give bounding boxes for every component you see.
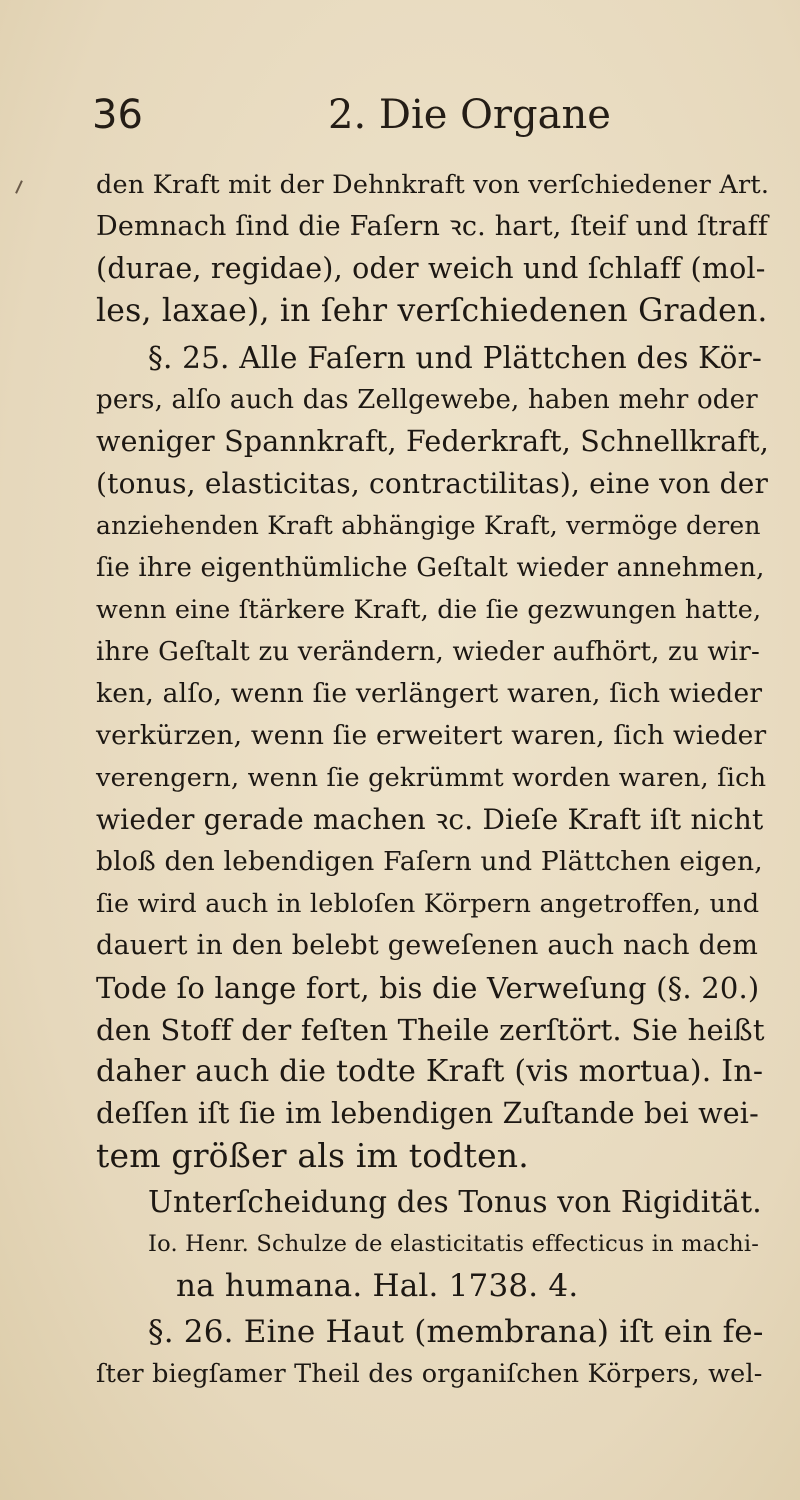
section-heading-26: §. 26. Eine Haut (membrana) iſt ein fe- xyxy=(148,1314,764,1350)
text-line: dauert in den belebt geweſenen auch nach dem xyxy=(96,930,759,961)
note-line: Unterſcheidung des Tonus von Rigidität. xyxy=(148,1185,762,1219)
text-line: verengern, wenn ſie gekrümmt worden waren, ſich xyxy=(96,763,767,793)
running-title: 2. Die Organe xyxy=(328,92,611,138)
text-line: ſie ihre eigenthümliche Geſtalt wieder annehmen, xyxy=(96,553,765,583)
text-line: den Kraft mit der Dehnkraft von verſchiedener Art. xyxy=(96,170,770,200)
text-line: (tonus, elasticitas, contractilitas), eine von der xyxy=(96,467,769,500)
text-line: Tode ſo lange fort, bis die Verweſung (§. 20.) xyxy=(96,971,760,1005)
citation-line: na humana. Hal. 1738. 4. xyxy=(176,1268,579,1304)
text-line: den Stoff der feſten Theile zerſtört. Sie heißt xyxy=(96,1013,765,1047)
text-line: Demnach ſind die Faſern ꝛc. hart, ſteif und ſtraff xyxy=(96,211,769,242)
text-line: ken, alſo, wenn ſie verlängert waren, ſich wieder xyxy=(96,678,763,709)
text-line: tem größer als im todten. xyxy=(96,1136,529,1175)
text-line: bloß den lebendigen Faſern und Plättchen eigen, xyxy=(96,846,763,877)
text-line: verkürzen, wenn ſie erweitert waren, ſich wieder xyxy=(96,720,767,751)
text-line: pers, alſo auch das Zellgewebe, haben mehr oder xyxy=(96,385,758,415)
text-line: ihre Geſtalt zu verändern, wieder aufhört, zu wir- xyxy=(96,637,760,667)
page-number: 36 xyxy=(92,92,143,138)
text-line: (durae, regidae), oder weich und ſchlaff (mol- xyxy=(96,252,766,285)
text-line: ſie wird auch in lebloſen Körpern angetroffen, und xyxy=(96,889,760,919)
citation-line: Io. Henr. Schulze de elasticitatis effecticus in machi- xyxy=(148,1231,760,1257)
text-line: daher auch die todte Kraft (vis mortua). In- xyxy=(96,1054,764,1089)
text-line: wenn eine ſtärkere Kraft, die ſie gezwungen hatte, xyxy=(96,595,762,625)
text-line: anziehenden Kraft abhängige Kraft, vermöge deren xyxy=(96,511,761,540)
text-line: deſſen iſt ſie im lebendigen Zuſtande bei wei- xyxy=(96,1097,759,1130)
text-line: ſter biegſamer Theil des organiſchen Körpers, wel- xyxy=(96,1359,763,1389)
text-line: les, laxae), in ſehr verſchiedenen Graden. xyxy=(96,293,768,329)
section-heading-25: §. 25. Alle Faſern und Plättchen des Kör- xyxy=(148,341,763,375)
text-line: weniger Spannkraft, Federkraft, Schnellkraft, xyxy=(96,425,770,458)
text-line: wieder gerade machen ꝛc. Dieſe Kraft iſt nicht xyxy=(96,803,764,836)
